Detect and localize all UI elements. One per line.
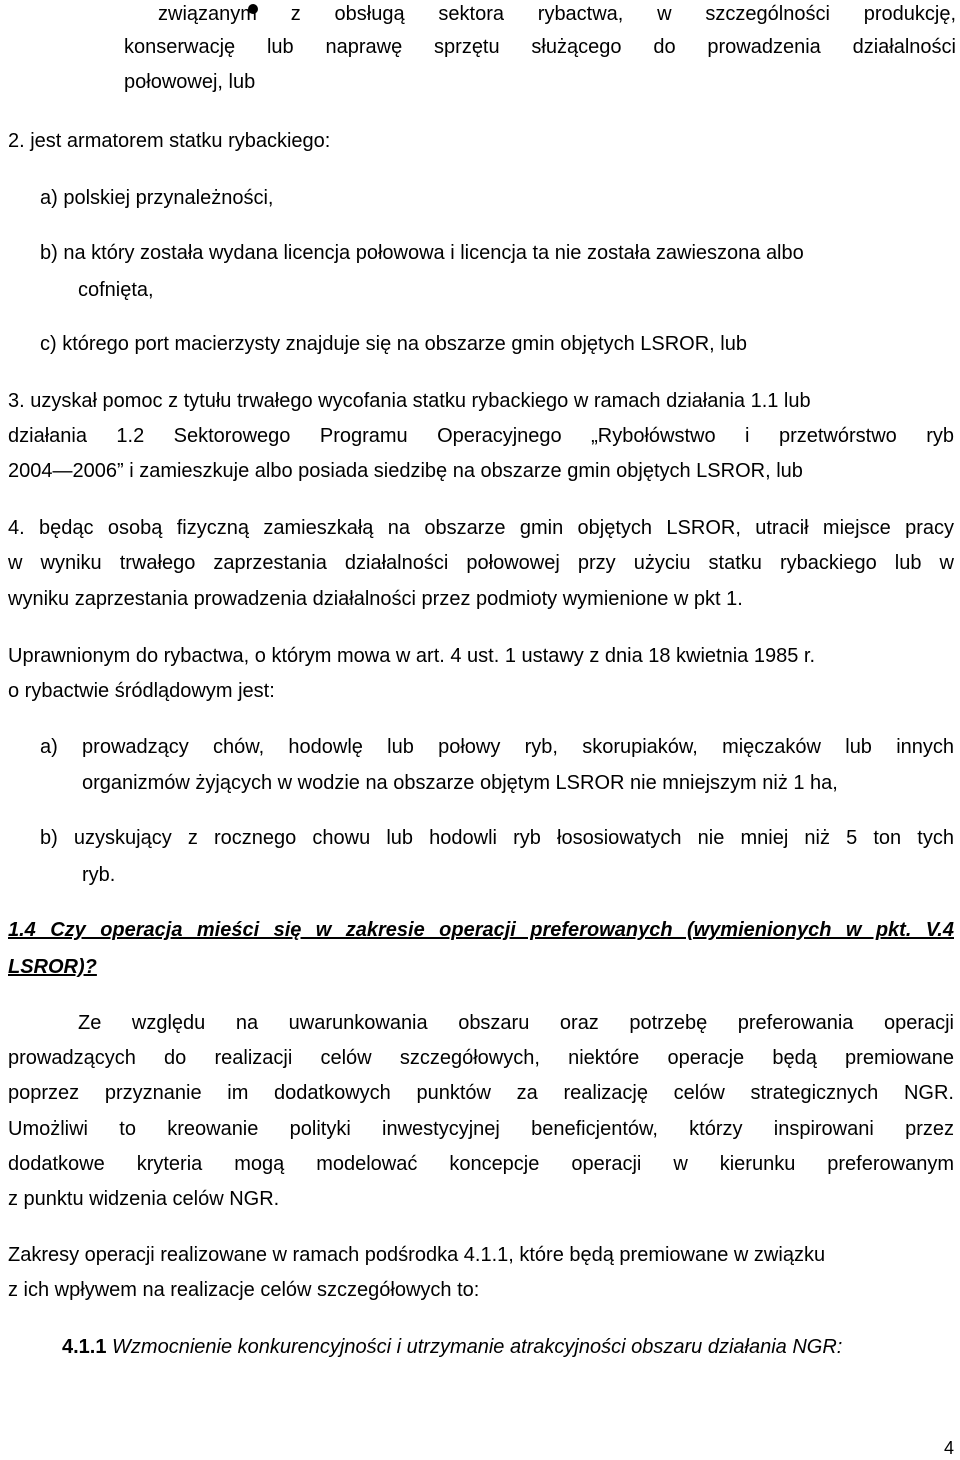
bullet-line-2: konserwację lub naprawę sprzętu służącego do prowadzenia działalności — [124, 36, 956, 58]
paragraph-2-line-2: z ich wpływem na realizacje celów szczegółowych to: — [8, 1279, 480, 1301]
item-2b-line-1: b) na który została wydana licencja połowowa i licencja ta nie została zawieszona albo — [40, 242, 804, 264]
paragraph-1-line-3: poprzez przyznanie im dodatkowych punktów za realizację celów strategicznych NGR. — [8, 1082, 954, 1104]
entitled-a-line-2: organizmów żyjących w wodzie na obszarze objętym LSROR nie mniejszym niż 1 ha, — [82, 772, 838, 794]
paragraph-1-line-6: z punktu widzenia celów NGR. — [8, 1188, 280, 1210]
entitled-b-line-2: ryb. — [82, 864, 116, 886]
paragraph-1-line-4: Umożliwi to kreowanie polityki inwestycyjnej beneficjentów, którzy inspirowani przez — [8, 1118, 954, 1140]
paragraph-1-line-2: prowadzących do realizacji celów szczegółowych, niektóre operacje będą premiowane — [8, 1047, 954, 1069]
entitled-a-line-1: a) prowadzący chów, hodowlę lub połowy ryb, skorupiaków, mięczaków lub innych — [40, 736, 954, 758]
bullet-line-3: połowowej, lub — [124, 71, 256, 93]
item-2-title: 2. jest armatorem statku rybackiego: — [8, 130, 331, 152]
item-4-line-3: wyniku zaprzestania prowadzenia działalności przez podmioty wymienione w pkt 1. — [8, 588, 743, 610]
entitled-line-2: o rybactwie śródlądowym jest: — [8, 680, 275, 702]
paragraph-1-line-1: Ze względu na uwarunkowania obszaru oraz potrzebę preferowania operacji — [78, 1012, 954, 1034]
entitled-b-line-1: b) uzyskujący z rocznego chowu lub hodowli ryb łososiowatych nie mniej niż 5 ton tych — [40, 827, 954, 849]
item-2a: a) polskiej przynależności, — [40, 187, 274, 209]
subheading-text: Wzmocnienie konkurencyjności i utrzymanie atrakcyjności obszaru działania NGR: — [106, 1336, 843, 1358]
section-heading-line-2: LSROR)? — [8, 956, 97, 978]
item-4-line-2: w wyniku trwałego zaprzestania działalności połowowej przy użyciu statku rybackiego lub w — [8, 552, 954, 574]
item-3-line-3: 2004—2006” i zamieszkuje albo posiada siedzibę na obszarze gmin objętych LSROR, lub — [8, 460, 803, 482]
page-number: 4 — [943, 1438, 954, 1458]
entitled-line-1: Uprawnionym do rybactwa, o którym mowa w art. 4 ust. 1 ustawy z dnia 18 kwietnia 1985 r. — [8, 645, 816, 667]
subheading-number: 4.1.1 — [62, 1336, 107, 1358]
item-2b-line-2: cofnięta, — [78, 279, 154, 301]
paragraph-2-line-1: Zakresy operacji realizowane w ramach podśrodka 4.1.1, które będą premiowane w związku — [8, 1244, 826, 1266]
item-3-line-1: 3. uzyskał pomoc z tytułu trwałego wycofania statku rybackiego w ramach działania 1.1 lub — [8, 390, 811, 412]
item-3-line-2: działania 1.2 Sektorowego Programu Operacyjnego „Rybołówstwo i przetwórstwo ryb — [8, 425, 954, 447]
section-heading-line-1: 1.4 Czy operacja mieści się w zakresie operacji preferowanych (wymienionych w pkt. V.4 — [8, 919, 954, 941]
bullet-line-1: związanym z obsługą sektora rybactwa, w szczególności produkcję, — [158, 3, 956, 25]
item-4-line-1: 4. będąc osobą fizyczną zamieszkałą na obszarze gmin objętych LSROR, utracił miejsce pracy — [8, 517, 954, 539]
item-2c: c) którego port macierzysty znajduje się na obszarze gmin objętych LSROR, lub — [40, 333, 747, 355]
paragraph-1-line-5: dodatkowe kryteria mogą modelować koncepcje operacji w kierunku preferowanym — [8, 1153, 954, 1175]
subheading-4-1-1 — [62, 1333, 842, 1361]
